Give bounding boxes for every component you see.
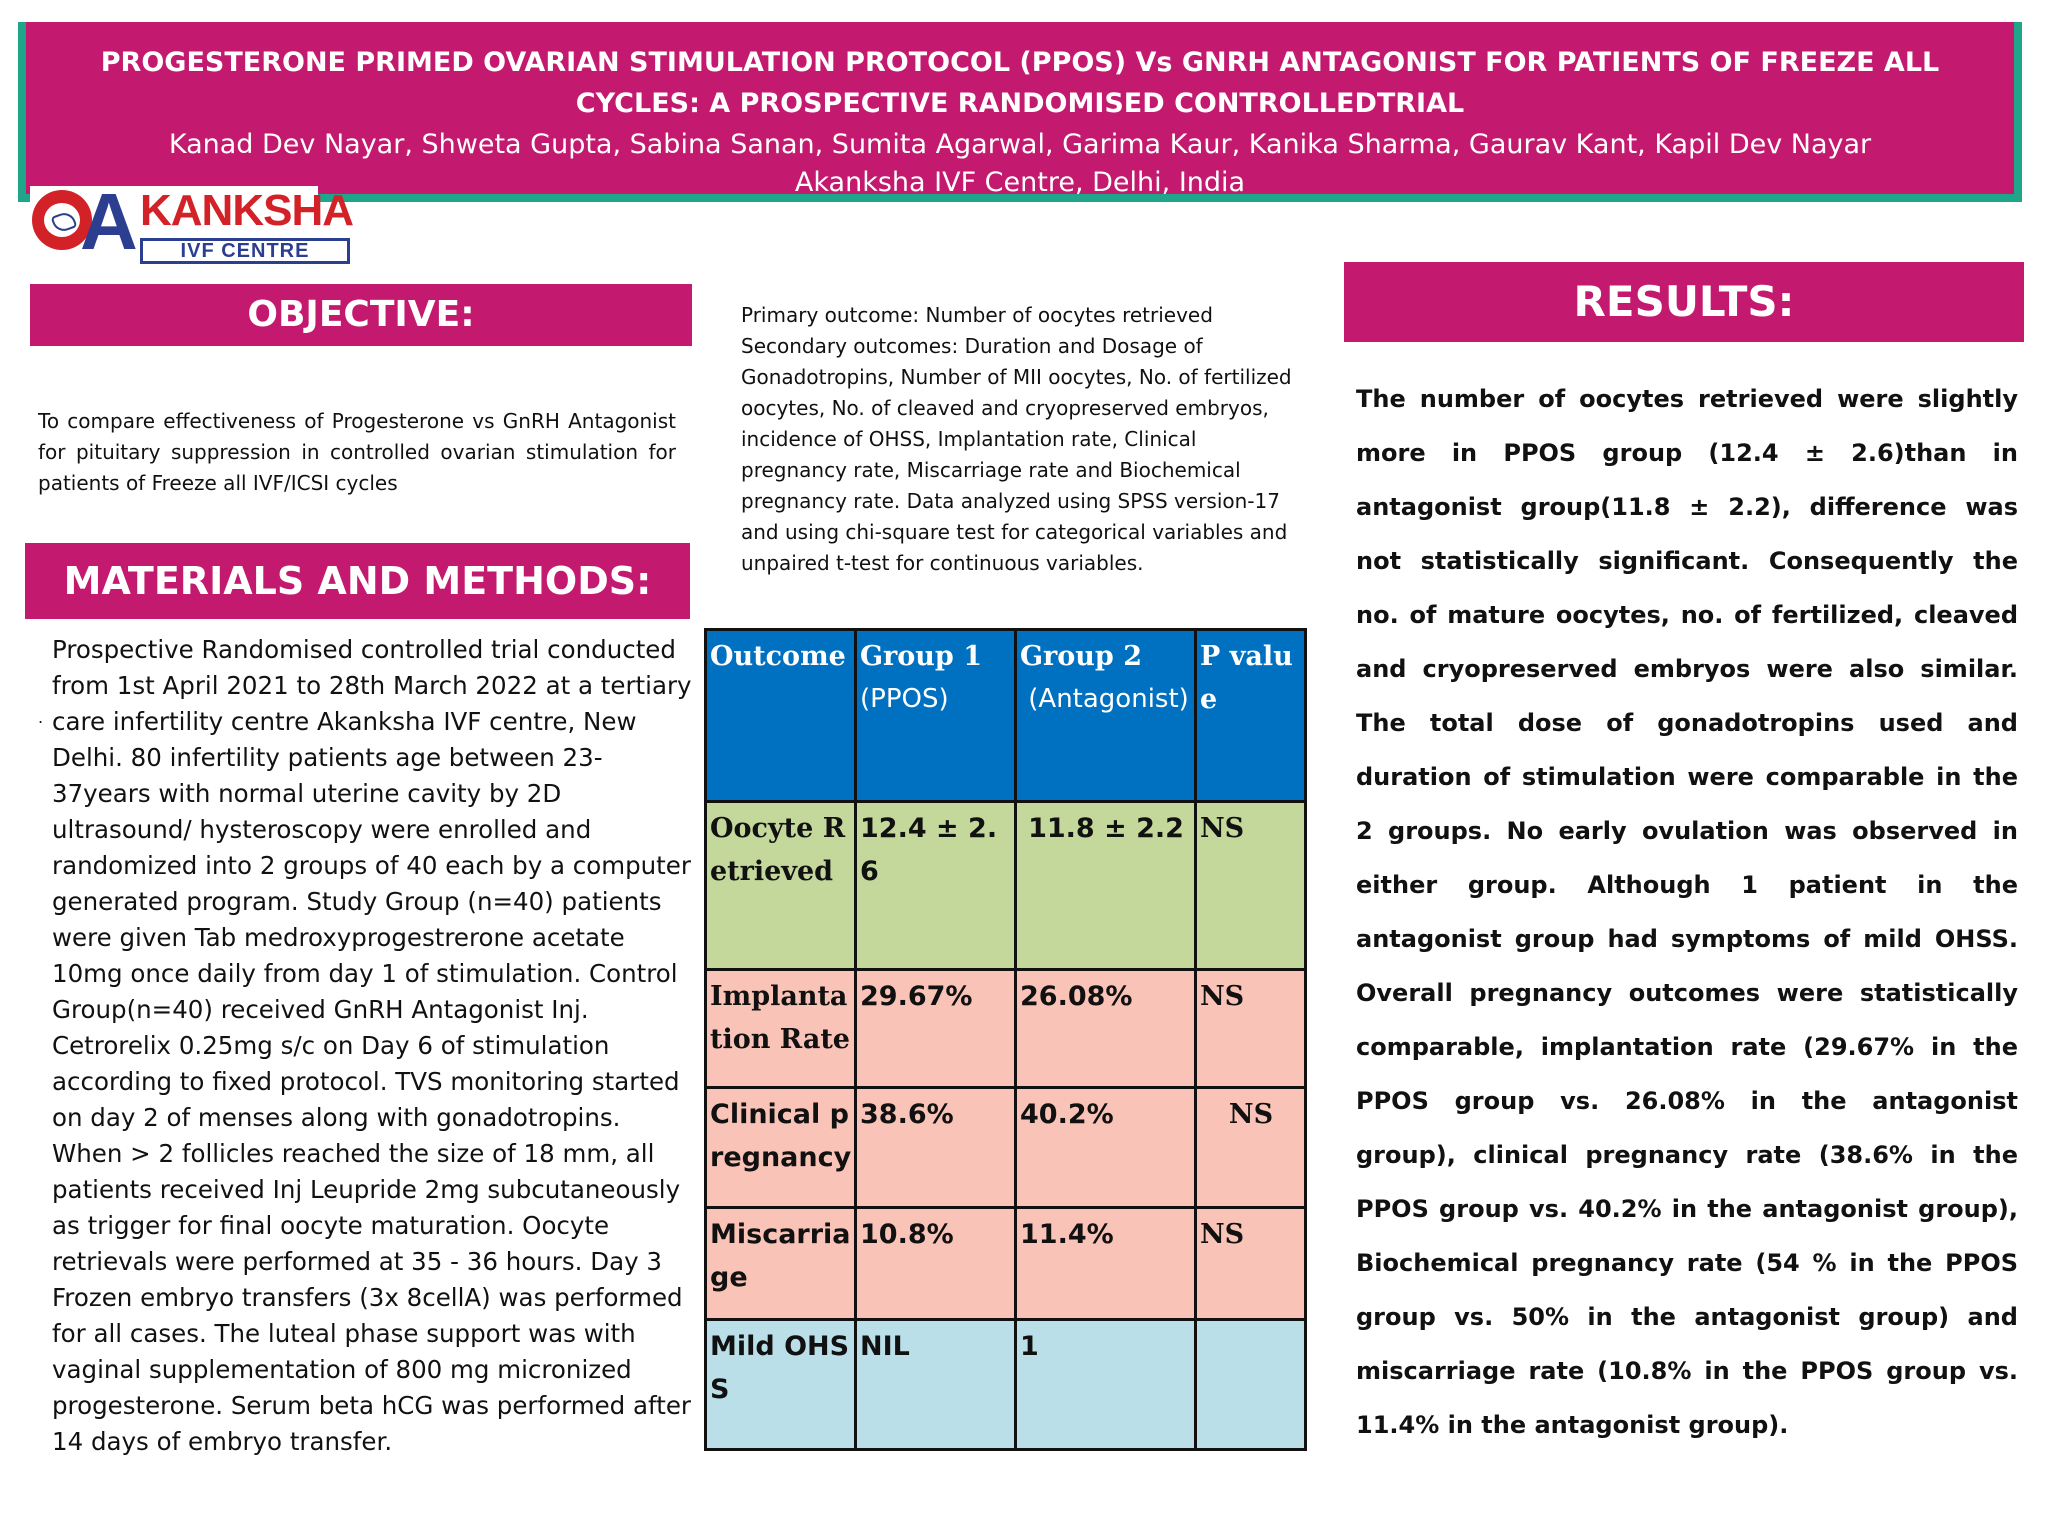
table-row [706, 970, 1306, 1088]
methods-bullet: . [38, 708, 44, 727]
table-row [706, 1208, 1306, 1320]
cell-outcome: Miscarriage [706, 1208, 856, 1320]
cell-group2: 26.08% [1016, 970, 1196, 1088]
results-text: The number of oocytes retrieved were slightly more in PPOS group (12.4 ± 2.6)than in antagonist group(11.8 ± 2.2), difference was not statistically significant. Consequently the no. of mature oocytes, no. of fertilized, cleaved and cryopreserved embryos were also similar. The total dose of gonadotropins used and duration of stimulation were comparable in the 2 groups. No early ovulation was observed in either group. Although 1 patient in the antagonist group had symptoms of mild OHSS. Overall pregnancy outcomes were statistically comparable, implantation rate (29.67% in the PPOS group vs. 26.08% in the antagonist group), clinical pregnancy rate (38.6% in the PPOS group vs. 40.2% in the antagonist group), Biochemical pregnancy rate (54 % in the PPOS group vs. 50% in the antagonist group) and miscarriage rate (10.8% in the PPOS group vs. 11.4% in the antagonist group). [1356, 385, 2018, 1439]
poster-title: PROGESTERONE PRIMED OVARIAN STIMULATION PROTOCOL (PPOS) Vs GNRH ANTAGONIST FOR PATIENTS OF FREEZE ALL CYCLES: A PROSPECTIVE RANDOMISED CONTROLLEDTRIAL [100, 47, 1940, 119]
logo-letter: A [80, 177, 138, 266]
cell-group2: 1 [1016, 1320, 1196, 1450]
header-group2: Group 2 (Antagonist) [1016, 630, 1196, 802]
author-list: Kanad Dev Nayar, Shweta Gupta, Sabina Sanan, Sumita Agarwal, Garima Kaur, Kanika Sharma, Gaurav Kant, Kapil Dev Nayar [168, 129, 1872, 160]
cell-pvalue: NS [1196, 1088, 1306, 1208]
akanksha-logo [30, 177, 353, 270]
cell-group1: 29.67% [856, 970, 1016, 1088]
cell-pvalue: NS [1196, 1208, 1306, 1320]
cell-outcome: Implantation Rate [706, 970, 856, 1088]
results-heading: RESULTS: [1344, 262, 2024, 342]
cell-group2: 40.2% [1016, 1088, 1196, 1208]
cell-outcome: Clinical pregnancy [706, 1088, 856, 1208]
methods-heading: MATERIALS AND METHODS: [25, 543, 690, 619]
results-table [704, 628, 1307, 1451]
cell-pvalue: NS [1196, 802, 1306, 970]
table-row [706, 802, 1306, 970]
cell-outcome: Oocyte Retrieved [706, 802, 856, 970]
poster-header [18, 22, 2022, 202]
header-outcome: Outcome [706, 630, 856, 802]
cell-group1: 10.8% [856, 1208, 1016, 1320]
cell-pvalue: NS [1196, 970, 1306, 1088]
outcomes-text: Primary outcome: Number of oocytes retrieved Secondary outcomes: Duration and Dosage of Gonadotropins, Number of MII oocytes, No. of fertilized oocytes, No. of cleaved and cryopreserved embryos, incidence of OHSS, Implantation rate, Clinical pregnancy rate, Miscarriage rate and Biochemical pregnancy rate. Data analyzed using SPSS version-17 and using chi-square test for categorical variables and unpaired t-test for continuous variables. [741, 303, 1292, 575]
cell-group1: 38.6% [856, 1088, 1016, 1208]
cell-group2: 11.4% [1016, 1208, 1196, 1320]
table-header-row [706, 630, 1306, 802]
objective-text: To compare effectiveness of Progesterone vs GnRH Antagonist for pituitary suppression in controlled ovarian stimulation for patients of Freeze all IVF/ICSI cycles [38, 409, 676, 495]
cell-outcome: Mild OHSS [706, 1320, 856, 1450]
methods-text: Prospective Randomised controlled trial conducted from 1st April 2021 to 28th March 2022 at a tertiary care infertility centre Akanksha IVF centre, New Delhi. 80 infertility patients age between 23-37years with normal uterine cavity by 2D ultrasound/ hysteroscopy were enrolled and randomized into 2 groups of 40 each by a computer generated program. Study Group (n=40) patients were given Tab medroxyprogestrerone acetate 10mg once daily from day 1 of stimulation. Control Group(n=40) received GnRH Antagonist Inj. Cetrorelix 0.25mg s/c on Day 6 of stimulation according to fixed protocol. TVS monitoring started on day 2 of menses along with gonadotropins. When > 2 follicles reached the size of 18 mm, all patients received Inj Leupride 2mg subcutaneously as trigger for final oocyte maturation. Oocyte retrievals were performed at 35 - 36 hours. Day 3 Frozen embryo transfers (3x 8cellA) was performed for all cases. The luteal phase support was with vaginal supplementation of 800 mg micronized progesterone. Serum beta hCG was performed after 14 days of embryo transfer. [52, 635, 692, 1456]
cell-pvalue [1196, 1320, 1306, 1450]
table-row [706, 1320, 1306, 1450]
logo-name: KANKSHA [140, 186, 353, 235]
objective-heading: OBJECTIVE: [30, 284, 692, 346]
table-row [706, 1088, 1306, 1208]
cell-group1: NIL [856, 1320, 1016, 1450]
cell-group2: 11.8 ± 2.2 [1016, 802, 1196, 970]
cell-group1: 12.4 ± 2.6 [856, 802, 1016, 970]
affiliation: Akanksha IVF Centre, Delhi, India [794, 167, 1246, 198]
header-pvalue: P value [1196, 630, 1306, 802]
header-group1: Group 1 (PPOS) [856, 630, 1016, 802]
logo-subtitle: IVF CENTRE [140, 238, 350, 264]
